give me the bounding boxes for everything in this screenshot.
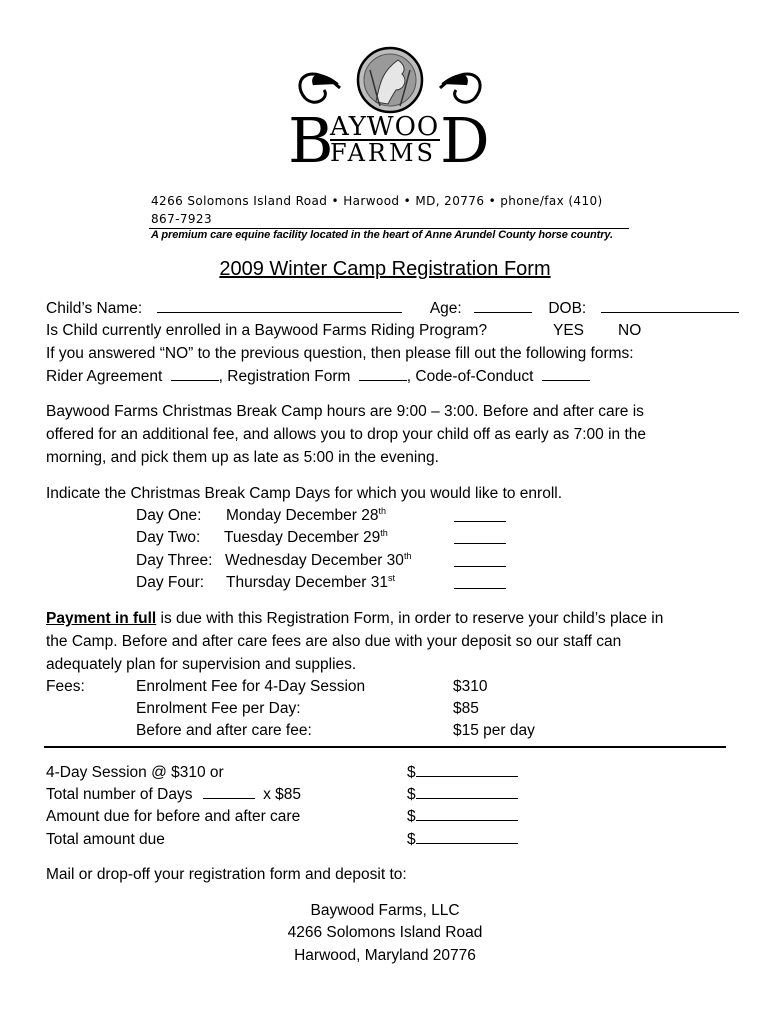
grand-total-row: $ — [407, 829, 518, 852]
payment-line-3: adequately plan for supervision and supplies. — [46, 656, 357, 673]
section-divider — [44, 746, 726, 748]
mail-instruction: Mail or drop-off your registration form and deposit to: — [46, 866, 407, 883]
registration-form-label: Registration Form — [227, 368, 351, 385]
care-total-row: $ — [407, 806, 518, 829]
day-four-date: Thursday December 31st — [226, 573, 395, 591]
age-field[interactable] — [474, 298, 532, 313]
mail-name: Baywood Farms, LLC — [310, 902, 460, 919]
days-intro: Indicate the Christmas Break Camp Days for which you would like to enroll. — [46, 485, 563, 502]
day-one-field[interactable] — [454, 507, 506, 522]
svg-text:FARMS: FARMS — [330, 139, 436, 167]
grand-total-field[interactable] — [416, 829, 518, 844]
required-forms-row: Rider Agreement , Registration Form , Code-of-Conduct — [46, 366, 590, 389]
rider-agreement-label: Rider Agreement — [46, 368, 163, 385]
mail-city: Harwood, Maryland 20776 — [294, 947, 476, 964]
care-total-label: Amount due for before and after care — [46, 808, 301, 825]
days-total-row: Total number of Days x $85 — [46, 786, 302, 803]
hours-line-3: morning, and pick them up as late as 5:00 in the evening. — [46, 449, 439, 466]
payment-line-1: Payment in full is due with this Registration Form, in order to reserve your child’s place in — [46, 610, 664, 627]
days-total-amount-row: $ — [407, 784, 518, 807]
svg-text:B: B — [288, 104, 334, 177]
day-one-date: Monday December 28th — [226, 506, 387, 524]
fee-name: Enrolment Fee per Day: — [136, 700, 301, 717]
day-one-label: Day One: — [136, 507, 202, 524]
fee-amount: $85 — [453, 700, 479, 717]
session-total-label: 4-Day Session @ $310 or — [46, 764, 224, 781]
fee-amount: $310 — [453, 678, 488, 695]
dob-field[interactable] — [601, 298, 739, 313]
registration-form-field[interactable] — [359, 366, 407, 381]
day-three-label: Day Three: — [136, 552, 213, 569]
fee-amount: $15 per day — [453, 722, 535, 739]
if-no-instruction: If you answered “NO” to the previous question, then please fill out the following forms: — [46, 345, 634, 362]
day-four-field[interactable] — [454, 574, 506, 589]
day-three-date: Wednesday December 30th — [225, 551, 412, 569]
hours-line-1: Baywood Farms Christmas Break Camp hours are 9:00 – 3:00. Before and after care is — [46, 403, 644, 420]
svg-text:AYWOO: AYWOO — [330, 112, 440, 142]
svg-text:D: D — [440, 104, 490, 177]
day-four-label: Day Four: — [136, 574, 205, 591]
day-two-field[interactable] — [454, 529, 506, 544]
session-total-row: $ — [407, 762, 518, 785]
child-info-row — [46, 298, 739, 321]
payment-line-2: the Camp. Before and after care fees are also due with your deposit so our staff can — [46, 633, 622, 650]
hours-line-2: offered for an additional fee, and allows you to drop your child off as early as 7:00 in the — [46, 426, 647, 443]
fee-name: Enrolment Fee for 4-Day Session — [136, 678, 366, 695]
dob-label: DOB: — [548, 300, 587, 317]
grand-total-label: Total amount due — [46, 831, 165, 848]
child-name-field[interactable] — [157, 298, 402, 313]
rider-agreement-field[interactable] — [171, 366, 219, 381]
code-of-conduct-label: Code-of-Conduct — [415, 368, 534, 385]
fee-name: Before and after care fee: — [136, 722, 312, 739]
enrolled-question: Is Child currently enrolled in a Baywood Farms Riding Program? — [46, 322, 488, 339]
address-line: 4266 Solomons Island Road • Harwood • MD, 20776 • phone/fax (410) 867-7923 — [151, 194, 603, 226]
no-option[interactable]: NO — [618, 322, 642, 339]
mail-street: 4266 Solomons Island Road — [287, 924, 483, 941]
fees-label: Fees: — [46, 678, 85, 695]
care-total-field[interactable] — [416, 806, 518, 821]
days-count-field[interactable] — [203, 784, 255, 799]
day-two-date: Tuesday December 29th — [224, 528, 388, 546]
form-title: 2009 Winter Camp Registration Form — [219, 258, 551, 280]
baywood-farms-logo — [280, 40, 500, 180]
payment-emphasis: Payment in full — [46, 610, 157, 627]
session-total-field[interactable] — [416, 762, 518, 777]
day-three-field[interactable] — [454, 552, 506, 567]
yes-option[interactable]: YES — [553, 322, 585, 339]
code-of-conduct-field[interactable] — [542, 366, 590, 381]
day-two-label: Day Two: — [136, 529, 201, 546]
child-name-label: Child’s Name: — [46, 300, 143, 317]
age-label: Age: — [429, 300, 462, 317]
days-total-field[interactable] — [416, 784, 518, 799]
tagline: A premium care equine facility located in the heart of Anne Arundel County horse country. — [151, 229, 613, 241]
